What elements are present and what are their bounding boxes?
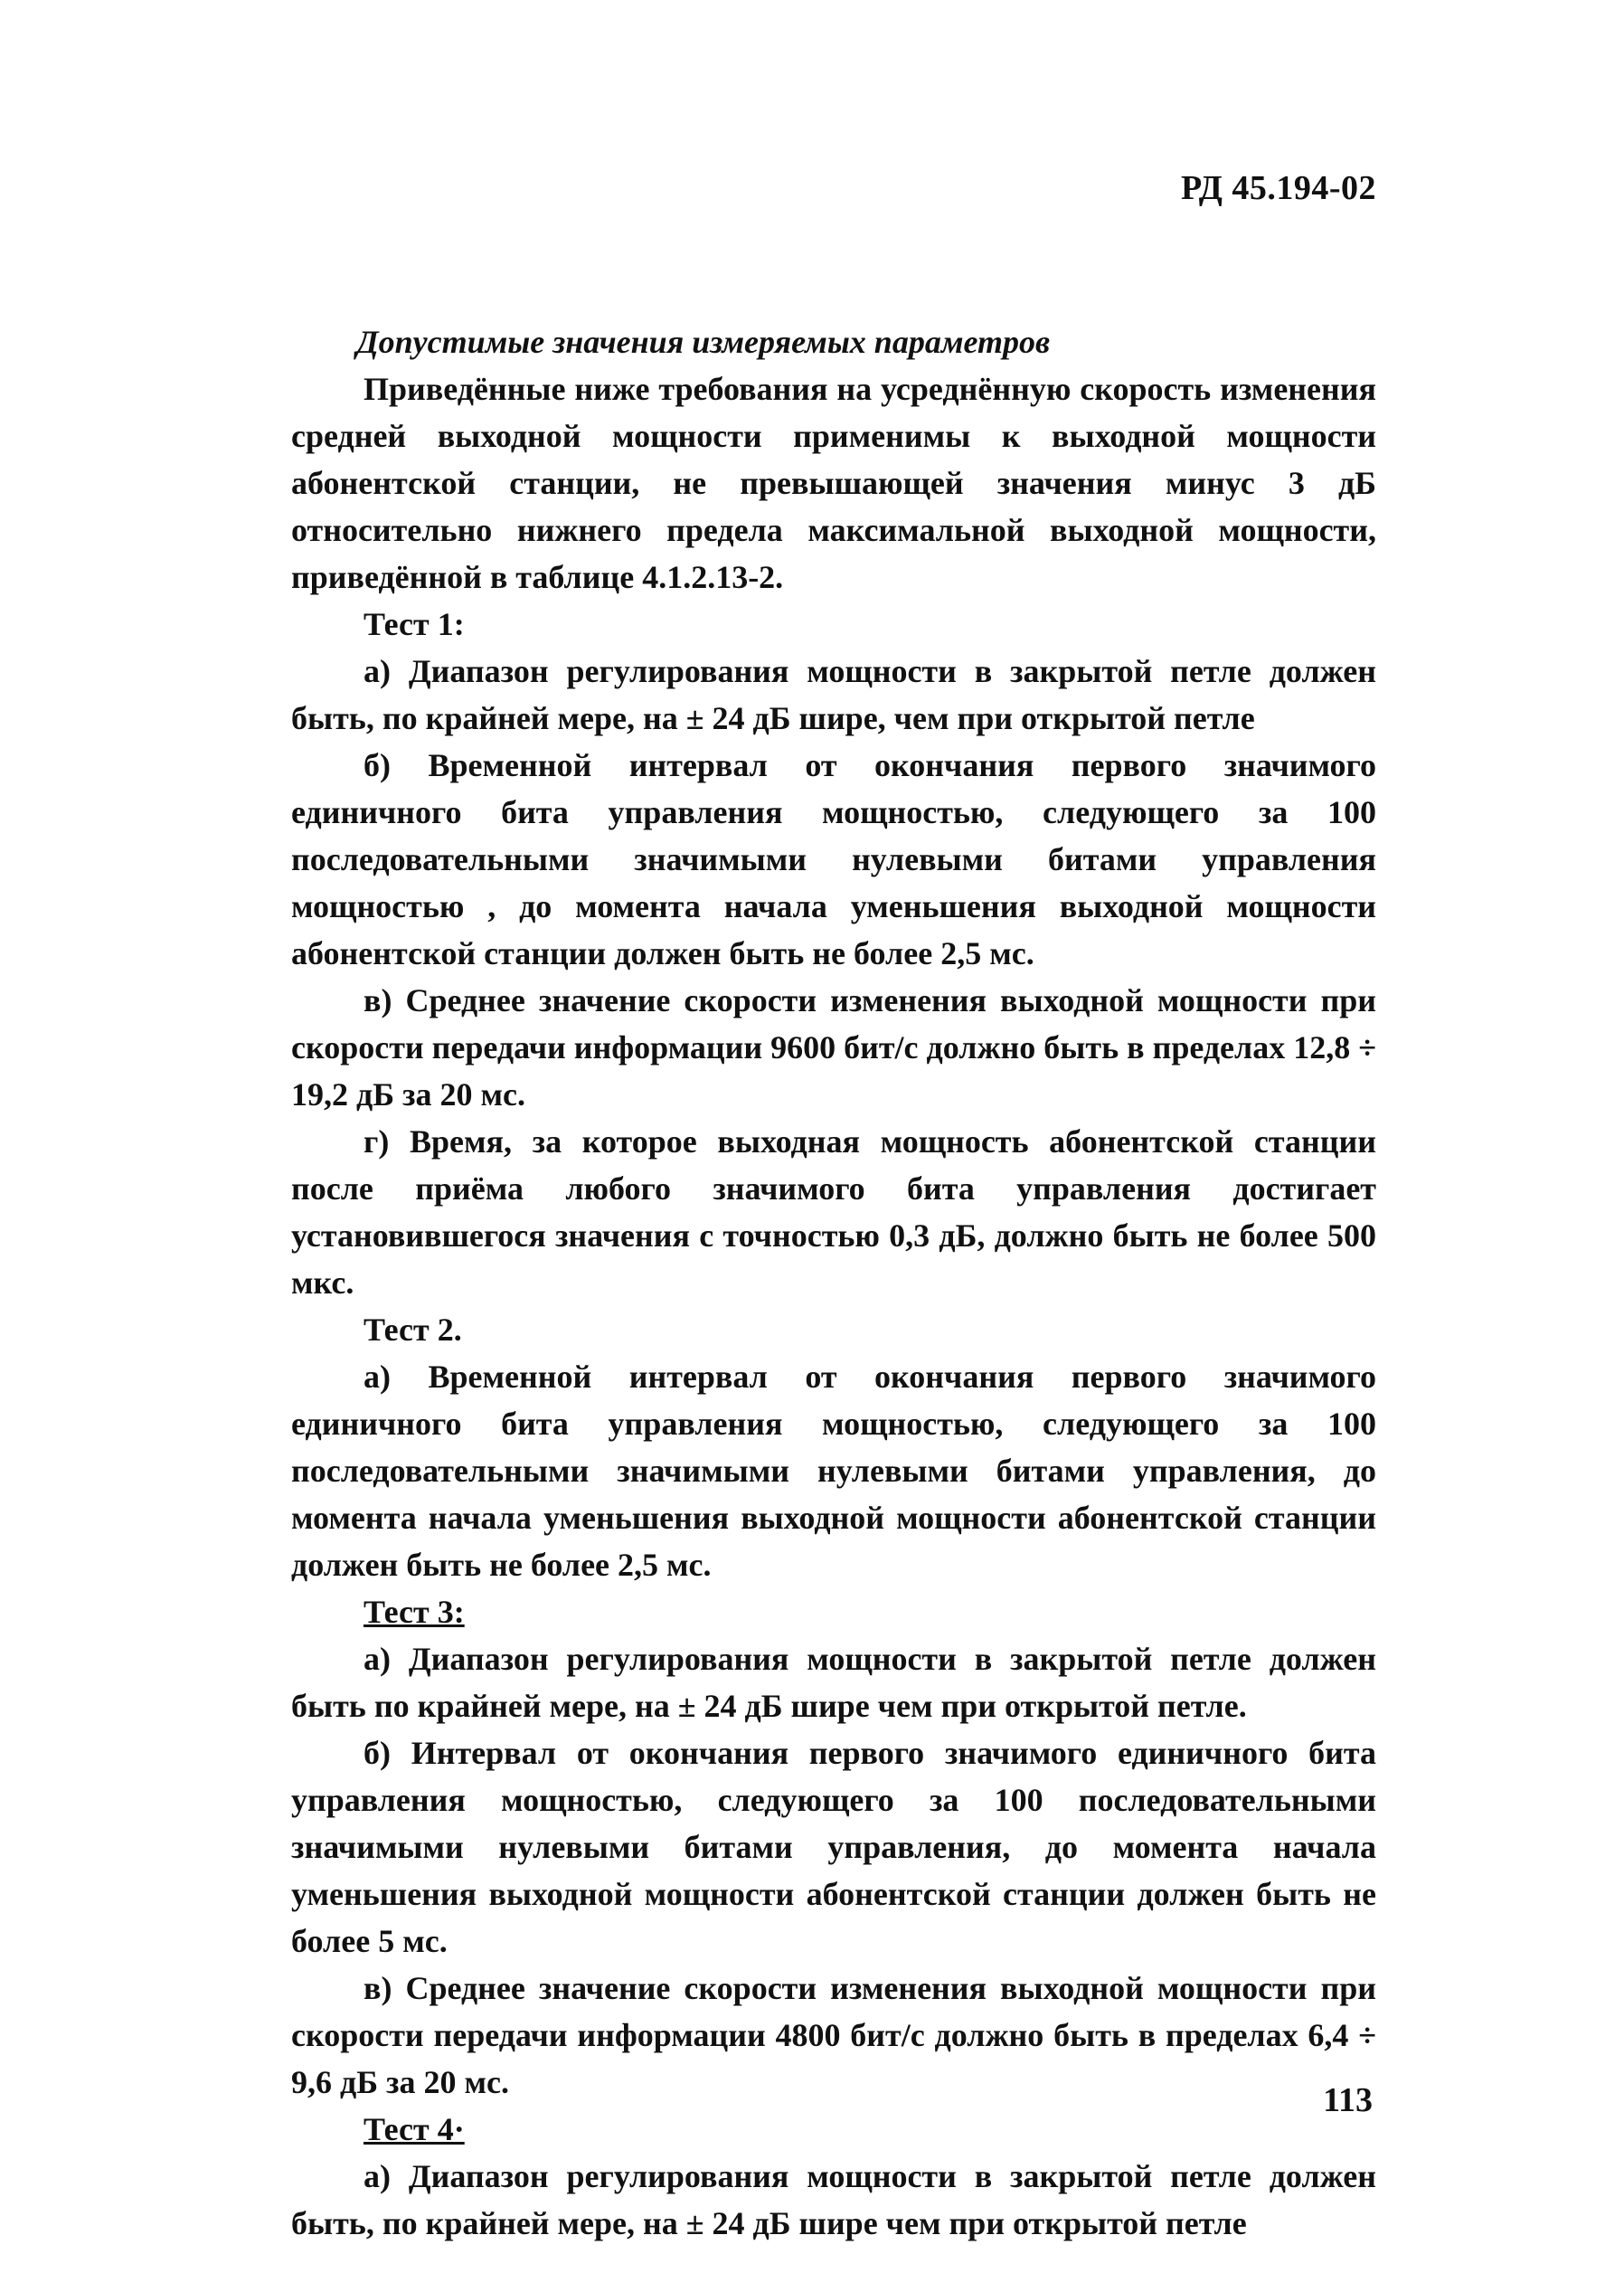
test-3-item-c: в) Среднее значение скорости изменения выходной мощности при скорости передачи информации 4800 бит/с должно быть в пределах 6,4 ÷ 9,6 дБ за 20 мс. bbox=[291, 1970, 1376, 2100]
section-title: Допустимые значения измеряемых параметров bbox=[356, 324, 1051, 360]
test-1-item-d: г) Время, за которое выходная мощность абонентской станции после приёма любого значимого бита управления достигает установившегося значения с точностью 0,3 дБ, должно быть не более 500 мкс. bbox=[291, 1123, 1376, 1301]
test-1-item-b: б) Временной интервал от окончания первого значимого единичного бита управления мощностью, следующего за 100 последовательными значимыми нулевыми битами управления мощностью , до момента начала уменьшения выходной мощности абонентской станции должен быть не более 2,5 мс. bbox=[291, 747, 1376, 971]
test-2-label: Тест 2. bbox=[364, 1312, 462, 1348]
page-number: 113 bbox=[1323, 2081, 1373, 2119]
test-3-item-a: а) Диапазон регулирования мощности в закрытой петле должен быть по крайней мере, на ± 24 дБ шире чем при открытой петле. bbox=[291, 1641, 1376, 1724]
test-1-item-a: а) Диапазон регулирования мощности в закрытой петле должен быть, по крайней мере, на ± 24 дБ шире, чем при открытой петле bbox=[291, 653, 1376, 736]
test-4-label: Тест 4· bbox=[364, 2111, 465, 2147]
intro-paragraph: Приведённые ниже требования на усреднённую скорость изменения средней выходной мощности применимы к выходной мощности абонентской станции, не превышающей значения минус 3 дБ относительно нижнего предела максимальной выходной мощности, приведённой в таблице 4.1.2.13-2. bbox=[291, 371, 1376, 595]
document-body bbox=[291, 318, 1376, 2247]
document-code: РД 45.194-02 bbox=[1181, 169, 1376, 207]
test-3-item-b: б) Интервал от окончания первого значимого единичного бита управления мощностью, следующего за 100 последовательными значимыми нулевыми битами управления, до момента начала уменьшения выходной мощности абонентской станции должен быть не более 5 мс. bbox=[291, 1735, 1376, 1959]
test-2-item-a: а) Временной интервал от окончания первого значимого единичного бита управления мощностью, следующего за 100 последовательными значимыми нулевыми битами управления, до момента начала уменьшения выходной мощности абонентской станции должен быть не более 2,5 мс. bbox=[291, 1359, 1376, 1583]
test-1-item-c: в) Среднее значение скорости изменения выходной мощности при скорости передачи информации 9600 бит/с должно быть в пределах 12,8 ÷ 19,2 дБ за 20 мс. bbox=[291, 982, 1376, 1113]
test-4-item-a: а) Диапазон регулирования мощности в закрытой петле должен быть, по крайней мере, на ± 24 дБ шире чем при открытой петле bbox=[291, 2158, 1376, 2241]
test-3-label: Тест 3: bbox=[364, 1594, 465, 1630]
test-1-label: Тест 1: bbox=[364, 606, 465, 642]
